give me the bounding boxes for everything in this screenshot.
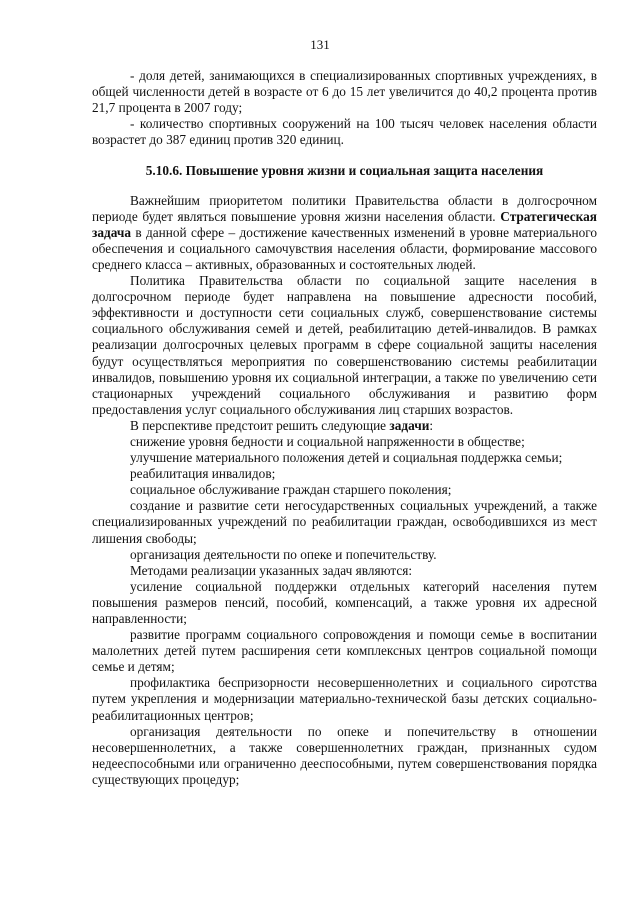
- list-item: - доля детей, занимающихся в специализированных спортивных учреждениях, в общей численности детей в возрасте от 6 до 15 лет увеличится до 40,2 процента против 21,7 процента в 2007 году;: [92, 68, 597, 116]
- list-item: - количество спортивных сооружений на 100 тысяч человек населения области возрастет до 387 единиц против 320 единиц.: [92, 116, 597, 148]
- method-item: развитие программ социального сопровождения и помощи семье в воспитании малолетних детей путем расширения сети комплексных центров социальной помощи семье и детям;: [92, 627, 597, 675]
- bold-term: Стратегическая задача: [92, 208, 597, 240]
- task-item: улучшение материального положения детей и социальная поддержка семьи;: [130, 450, 563, 466]
- task-item: снижение уровня бедности и социальной напряженности в обществе;: [130, 433, 525, 449]
- paragraph: [92, 193, 597, 273]
- text-run: в данной сфере – достижение качественных изменений в уровне материального обеспечения и социального самочувствия населения области, формирование массового среднего класса – активных, образованных и состоятельных людей.: [92, 224, 597, 272]
- page-number: 131: [310, 37, 330, 52]
- task-item: реабилитация инвалидов;: [130, 466, 276, 482]
- method-item: усиление социальной поддержки отдельных категорий населения путем повышения размеров пенсий, пособий, компенсаций, а также уровня их адресной направленности;: [92, 578, 597, 626]
- method-item: профилактика беспризорности несовершеннолетних и социального сиротства путем укрепления и модернизации материально-технической базы детских социально-реабилитационных центров;: [92, 675, 597, 723]
- task-item: организация деятельности по опеке и попечительству.: [130, 546, 437, 562]
- task-item: социальное обслуживание граждан старшего поколения;: [130, 482, 452, 498]
- paragraph: Политика Правительства области по социальной защите населения в долгосрочном периоде будет направлена на повышение адресности пособий, эффективности и доступности сети социальных служб, совершенствование системы социального обслуживания семей и детей, реабилитацию детей-инвалидов. В рамках реализации долгосрочных целевых программ в сфере социальной защиты населения будут осуществляться мероприятия по совершенствованию системы реабилитации инвалидов, повышению уровня их социальной интеграции, а также по увеличению сети стационарных учреждений социального обслуживания и развитию форм предоставления услуг социального обслуживания лиц старших возрастов.: [92, 273, 597, 417]
- task-item: создание и развитие сети негосударственных социальных учреждений, а также специализированных учреждений по реабилитации граждан, освободившихся из мест лишения свободы;: [92, 498, 597, 546]
- tasks-intro: [92, 418, 597, 434]
- text-run: :: [429, 417, 434, 433]
- text-run: В перспективе предстоит решить следующие: [130, 417, 390, 433]
- bold-term: задачи: [389, 417, 430, 433]
- methods-intro: Методами реализации указанных задач являются:: [130, 562, 413, 578]
- text-run: Важнейшим приоритетом политики Правительства области в долгосрочном периоде будет являться повышение уровня жизни населения области.: [92, 192, 597, 224]
- section-heading: 5.10.6. Повышение уровня жизни и социальная защита населения: [145, 163, 544, 179]
- document-body: [92, 68, 597, 788]
- method-item: организация деятельности по опеке и попечительству в отношении несовершеннолетних, а также совершеннолетних граждан, признанных судом недееспособными или ограниченно дееспособными, путем совершенствования порядка существующих процедур;: [92, 723, 597, 787]
